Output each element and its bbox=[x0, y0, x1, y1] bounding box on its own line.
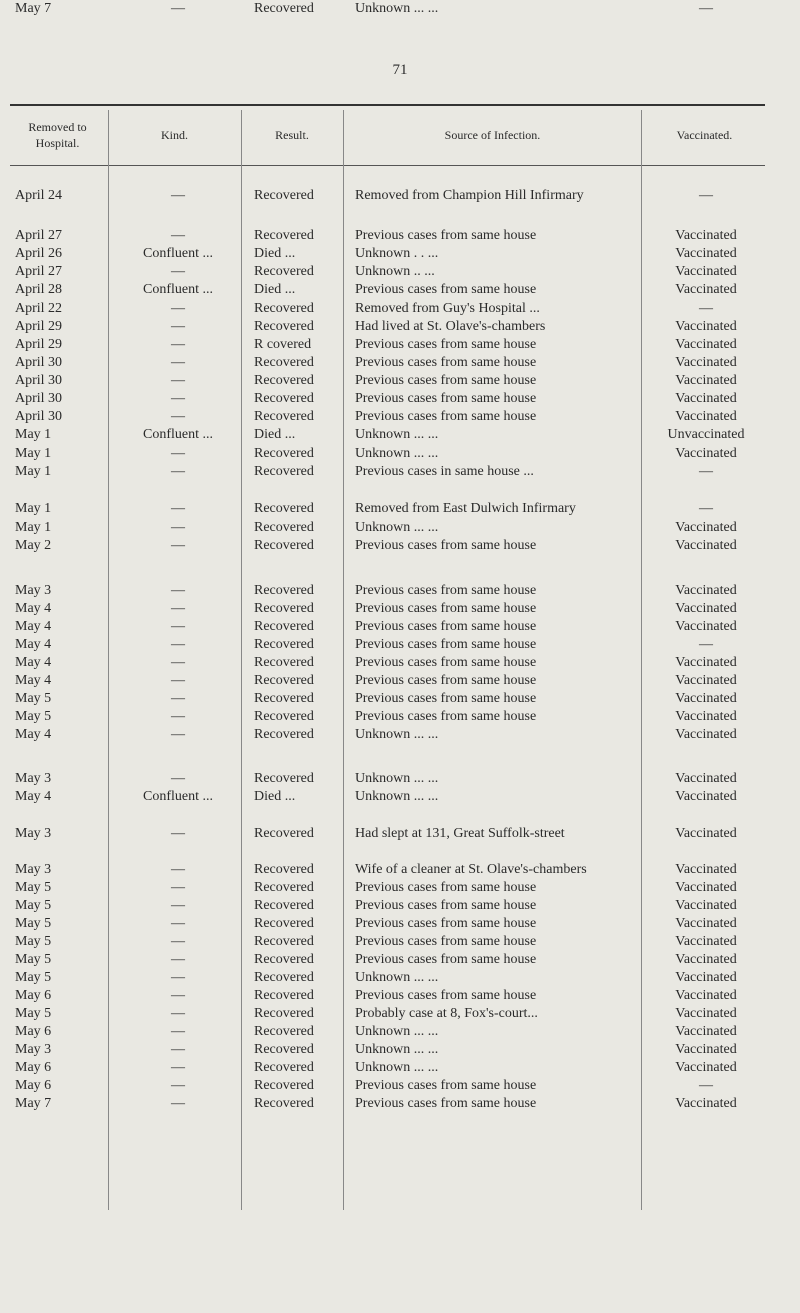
cell-result: Died ... bbox=[254, 246, 296, 261]
cell-source: Removed from Champion Hill Infirmary bbox=[355, 188, 584, 203]
cell-removed-date: May 4 bbox=[15, 619, 52, 634]
cell-removed-date: May 6 bbox=[15, 988, 52, 1003]
cell-removed-date: May 7 bbox=[15, 1, 52, 16]
cell-result: Recovered bbox=[254, 619, 314, 634]
cell-vaccinated: Vaccinated bbox=[675, 264, 737, 279]
cell-source: Removed from East Dulwich Infirmary bbox=[355, 501, 576, 516]
cell-removed-date: May 6 bbox=[15, 1060, 52, 1075]
cell-result: Recovered bbox=[254, 880, 314, 895]
table-row bbox=[0, 0, 800, 17]
table-row bbox=[0, 445, 800, 462]
cell-result: Recovered bbox=[254, 673, 314, 688]
cell-result: Recovered bbox=[254, 373, 314, 388]
cell-vaccinated: Vaccinated bbox=[675, 583, 737, 598]
cell-vaccinated: Vaccinated bbox=[675, 898, 737, 913]
cell-removed-date: May 1 bbox=[15, 520, 52, 535]
cell-removed-date: May 5 bbox=[15, 691, 52, 706]
cell-kind: — bbox=[171, 826, 185, 841]
table-row bbox=[0, 690, 800, 707]
table-row bbox=[0, 672, 800, 689]
cell-removed-date: April 30 bbox=[15, 391, 63, 406]
cell-kind: — bbox=[171, 355, 185, 370]
cell-vaccinated: Vaccinated bbox=[675, 970, 737, 985]
cell-source: Previous cases from same house bbox=[355, 952, 537, 967]
cell-vaccinated: Vaccinated bbox=[675, 373, 737, 388]
table-top-rule bbox=[10, 104, 765, 106]
cell-result: Recovered bbox=[254, 655, 314, 670]
cell-kind: — bbox=[171, 916, 185, 931]
cell-kind: — bbox=[171, 391, 185, 406]
table-row bbox=[0, 245, 800, 262]
cell-kind: — bbox=[171, 501, 185, 516]
cell-vaccinated: Vaccinated bbox=[675, 655, 737, 670]
cell-source: Unknown ... ... bbox=[355, 520, 439, 535]
cell-vaccinated: Vaccinated bbox=[675, 691, 737, 706]
table-row bbox=[0, 726, 800, 743]
cell-source: Had lived at St. Olave's-chambers bbox=[355, 319, 546, 334]
cell-removed-date: April 28 bbox=[15, 282, 63, 297]
cell-removed-date: April 29 bbox=[15, 337, 63, 352]
header-rule bbox=[10, 165, 765, 166]
cell-vaccinated: — bbox=[699, 637, 713, 652]
table-row bbox=[0, 408, 800, 425]
cell-removed-date: May 1 bbox=[15, 501, 52, 516]
cell-result: Recovered bbox=[254, 988, 314, 1003]
header-source: Source of Infection. bbox=[444, 128, 541, 143]
cell-kind: — bbox=[171, 637, 185, 652]
cell-kind: Confluent ... bbox=[143, 246, 213, 261]
cell-kind: — bbox=[171, 655, 185, 670]
cell-result: Recovered bbox=[254, 916, 314, 931]
header-removed: Removed to Hospital. bbox=[28, 120, 87, 150]
cell-source: Unknown ... ... bbox=[355, 771, 439, 786]
cell-result: Recovered bbox=[254, 228, 314, 243]
cell-removed-date: May 4 bbox=[15, 655, 52, 670]
cell-result: Recovered bbox=[254, 501, 314, 516]
cell-source: Previous cases from same house bbox=[355, 655, 537, 670]
cell-result: Recovered bbox=[254, 319, 314, 334]
cell-result: Recovered bbox=[254, 691, 314, 706]
cell-kind: — bbox=[171, 601, 185, 616]
cell-vaccinated: — bbox=[699, 188, 713, 203]
cell-source: Previous cases from same house bbox=[355, 1078, 537, 1093]
table-row bbox=[0, 354, 800, 371]
cell-source: Previous cases from same house bbox=[355, 898, 537, 913]
cell-removed-date: May 5 bbox=[15, 934, 52, 949]
cell-kind: — bbox=[171, 988, 185, 1003]
cell-kind: — bbox=[171, 583, 185, 598]
cell-kind: — bbox=[171, 862, 185, 877]
cell-vaccinated: Vaccinated bbox=[675, 1006, 737, 1021]
cell-removed-date: May 2 bbox=[15, 538, 52, 553]
cell-kind: — bbox=[171, 373, 185, 388]
cell-result: Recovered bbox=[254, 727, 314, 742]
cell-vaccinated: — bbox=[699, 1078, 713, 1093]
cell-result: Recovered bbox=[254, 637, 314, 652]
cell-vaccinated: Vaccinated bbox=[675, 1060, 737, 1075]
cell-kind: — bbox=[171, 188, 185, 203]
table-row bbox=[0, 788, 800, 805]
cell-kind: — bbox=[171, 673, 185, 688]
cell-removed-date: April 27 bbox=[15, 264, 63, 279]
cell-source: Had slept at 131, Great Suffolk-street bbox=[355, 826, 565, 841]
cell-source: Previous cases from same house bbox=[355, 337, 537, 352]
cell-source: Previous cases from same house bbox=[355, 601, 537, 616]
cell-vaccinated: Vaccinated bbox=[675, 520, 737, 535]
cell-vaccinated: Vaccinated bbox=[675, 601, 737, 616]
cell-removed-date: April 30 bbox=[15, 373, 63, 388]
cell-result: Recovered bbox=[254, 520, 314, 535]
cell-source: Unknown .. ... bbox=[355, 264, 435, 279]
cell-result: R covered bbox=[254, 337, 312, 352]
table-row bbox=[0, 281, 800, 298]
cell-removed-date: April 27 bbox=[15, 228, 63, 243]
cell-kind: — bbox=[171, 464, 185, 479]
cell-vaccinated: Vaccinated bbox=[675, 1024, 737, 1039]
cell-removed-date: May 7 bbox=[15, 1096, 52, 1111]
cell-kind: — bbox=[171, 709, 185, 724]
cell-vaccinated: Vaccinated bbox=[675, 282, 737, 297]
cell-removed-date: May 6 bbox=[15, 1024, 52, 1039]
table-row bbox=[0, 915, 800, 932]
cell-removed-date: April 24 bbox=[15, 188, 63, 203]
cell-source: Previous cases from same house bbox=[355, 880, 537, 895]
cell-vaccinated: — bbox=[699, 501, 713, 516]
cell-source: Unknown ... ... bbox=[355, 427, 439, 442]
table-row bbox=[0, 426, 800, 443]
cell-vaccinated: Vaccinated bbox=[675, 391, 737, 406]
table-row bbox=[0, 1059, 800, 1076]
cell-result: Recovered bbox=[254, 862, 314, 877]
table-row bbox=[0, 708, 800, 725]
cell-vaccinated: Vaccinated bbox=[675, 709, 737, 724]
cell-source: Unknown ... ... bbox=[355, 446, 439, 461]
cell-vaccinated: Vaccinated bbox=[675, 826, 737, 841]
cell-source: Previous cases from same house bbox=[355, 583, 537, 598]
cell-removed-date: May 3 bbox=[15, 826, 52, 841]
cell-removed-date: May 4 bbox=[15, 673, 52, 688]
cell-source: Previous cases from same house bbox=[355, 916, 537, 931]
header-vaccinated: Vaccinated. bbox=[676, 128, 733, 143]
cell-source: Unknown . . ... bbox=[355, 246, 439, 261]
cell-kind: — bbox=[171, 970, 185, 985]
cell-vaccinated: Unvaccinated bbox=[667, 427, 745, 442]
cell-removed-date: May 5 bbox=[15, 1006, 52, 1021]
table-row bbox=[0, 263, 800, 280]
cell-kind: — bbox=[171, 319, 185, 334]
cell-vaccinated: Vaccinated bbox=[675, 789, 737, 804]
cell-kind: — bbox=[171, 337, 185, 352]
cell-kind: — bbox=[171, 898, 185, 913]
cell-removed-date: May 5 bbox=[15, 898, 52, 913]
page-number: 71 bbox=[392, 62, 408, 78]
cell-source: Unknown ... ... bbox=[355, 727, 439, 742]
cell-kind: — bbox=[171, 264, 185, 279]
cell-source: Previous cases from same house bbox=[355, 988, 537, 1003]
cell-result: Recovered bbox=[254, 446, 314, 461]
cell-kind: — bbox=[171, 446, 185, 461]
cell-vaccinated: Vaccinated bbox=[675, 337, 737, 352]
cell-vaccinated: Vaccinated bbox=[675, 355, 737, 370]
cell-kind: — bbox=[171, 1024, 185, 1039]
cell-result: Recovered bbox=[254, 1078, 314, 1093]
cell-result: Recovered bbox=[254, 583, 314, 598]
cell-removed-date: May 3 bbox=[15, 583, 52, 598]
cell-source: Previous cases from same house bbox=[355, 1096, 537, 1111]
cell-vaccinated: Vaccinated bbox=[675, 409, 737, 424]
cell-kind: — bbox=[171, 301, 185, 316]
header-result: Result. bbox=[275, 128, 309, 143]
cell-kind: — bbox=[171, 1078, 185, 1093]
cell-kind: — bbox=[171, 1096, 185, 1111]
cell-result: Recovered bbox=[254, 264, 314, 279]
cell-result: Died ... bbox=[254, 427, 296, 442]
cell-source: Unknown ... ... bbox=[355, 1060, 439, 1075]
table-row bbox=[0, 897, 800, 914]
table-row bbox=[0, 987, 800, 1004]
cell-result: Recovered bbox=[254, 409, 314, 424]
cell-kind: — bbox=[171, 1060, 185, 1075]
table-row bbox=[0, 463, 800, 480]
cell-vaccinated: Vaccinated bbox=[675, 619, 737, 634]
cell-removed-date: May 4 bbox=[15, 637, 52, 652]
table-row bbox=[0, 654, 800, 671]
cell-removed-date: April 30 bbox=[15, 355, 63, 370]
cell-removed-date: May 4 bbox=[15, 789, 52, 804]
cell-result: Recovered bbox=[254, 601, 314, 616]
cell-removed-date: April 26 bbox=[15, 246, 63, 261]
table-row bbox=[0, 187, 800, 223]
cell-kind: — bbox=[171, 1042, 185, 1057]
table-row bbox=[0, 372, 800, 389]
cell-source: Probably case at 8, Fox's-court... bbox=[355, 1006, 538, 1021]
cell-vaccinated: Vaccinated bbox=[675, 1096, 737, 1111]
cell-removed-date: May 4 bbox=[15, 601, 52, 616]
cell-result: Recovered bbox=[254, 952, 314, 967]
cell-result: Recovered bbox=[254, 1096, 314, 1111]
cell-result: Recovered bbox=[254, 538, 314, 553]
table-row bbox=[0, 390, 800, 407]
cell-result: Recovered bbox=[254, 970, 314, 985]
cell-source: Unknown ... ... bbox=[355, 970, 439, 985]
table-row bbox=[0, 618, 800, 635]
cell-kind: — bbox=[171, 691, 185, 706]
cell-source: Unknown ... ... bbox=[355, 1024, 439, 1039]
cell-result: Recovered bbox=[254, 826, 314, 841]
cell-kind: — bbox=[171, 934, 185, 949]
table-row bbox=[0, 1041, 800, 1058]
cell-source: Previous cases from same house bbox=[355, 673, 537, 688]
cell-source: Previous cases from same house bbox=[355, 538, 537, 553]
cell-vaccinated: Vaccinated bbox=[675, 771, 737, 786]
cell-kind: — bbox=[171, 409, 185, 424]
cell-kind: Confluent ... bbox=[143, 789, 213, 804]
cell-kind: Confluent ... bbox=[143, 427, 213, 442]
cell-source: Previous cases from same house bbox=[355, 709, 537, 724]
cell-removed-date: May 5 bbox=[15, 916, 52, 931]
cell-vaccinated: Vaccinated bbox=[675, 538, 737, 553]
cell-removed-date: May 5 bbox=[15, 952, 52, 967]
cell-source: Previous cases from same house bbox=[355, 934, 537, 949]
cell-kind: — bbox=[171, 952, 185, 967]
cell-source: Wife of a cleaner at St. Olave's-chambers bbox=[355, 862, 587, 877]
cell-source: Previous cases from same house bbox=[355, 282, 537, 297]
cell-vaccinated: Vaccinated bbox=[675, 934, 737, 949]
cell-result: Recovered bbox=[254, 1006, 314, 1021]
cell-vaccinated: Vaccinated bbox=[675, 228, 737, 243]
cell-result: Recovered bbox=[254, 301, 314, 316]
cell-vaccinated: Vaccinated bbox=[675, 246, 737, 261]
cell-kind: — bbox=[171, 228, 185, 243]
header-kind: Kind. bbox=[161, 128, 188, 143]
cell-kind: — bbox=[171, 619, 185, 634]
cell-result: Recovered bbox=[254, 1024, 314, 1039]
cell-kind: — bbox=[171, 520, 185, 535]
cell-source: Previous cases in same house ... bbox=[355, 464, 534, 479]
cell-vaccinated: Vaccinated bbox=[675, 916, 737, 931]
cell-kind: — bbox=[171, 1006, 185, 1021]
cell-removed-date: May 5 bbox=[15, 970, 52, 985]
cell-result: Recovered bbox=[254, 771, 314, 786]
cell-source: Previous cases from same house bbox=[355, 373, 537, 388]
table-row bbox=[0, 300, 800, 317]
cell-vaccinated: Vaccinated bbox=[675, 319, 737, 334]
cell-source: Removed from Guy's Hospital ... bbox=[355, 301, 540, 316]
cell-source: Unknown ... ... bbox=[355, 789, 439, 804]
cell-removed-date: May 5 bbox=[15, 709, 52, 724]
cell-removed-date: May 3 bbox=[15, 862, 52, 877]
table-row bbox=[0, 519, 800, 536]
cell-result: Died ... bbox=[254, 789, 296, 804]
cell-vaccinated: — bbox=[699, 301, 713, 316]
cell-result: Recovered bbox=[254, 898, 314, 913]
cell-result: Recovered bbox=[254, 709, 314, 724]
cell-result: Recovered bbox=[254, 1042, 314, 1057]
cell-removed-date: May 1 bbox=[15, 446, 52, 461]
cell-source: Previous cases from same house bbox=[355, 228, 537, 243]
cell-vaccinated: Vaccinated bbox=[675, 862, 737, 877]
cell-vaccinated: Vaccinated bbox=[675, 727, 737, 742]
cell-kind: — bbox=[171, 880, 185, 895]
table-row bbox=[0, 825, 800, 861]
cell-source: Previous cases from same house bbox=[355, 691, 537, 706]
cell-result: Recovered bbox=[254, 355, 314, 370]
cell-kind: — bbox=[171, 1, 185, 16]
table-row bbox=[0, 582, 800, 599]
table-row bbox=[0, 1023, 800, 1040]
table-row bbox=[0, 600, 800, 617]
cell-kind: — bbox=[171, 771, 185, 786]
cell-kind: — bbox=[171, 727, 185, 742]
table-row bbox=[0, 969, 800, 986]
cell-result: Recovered bbox=[254, 1060, 314, 1075]
cell-source: Unknown ... ... bbox=[355, 1042, 439, 1057]
cell-source: Previous cases from same house bbox=[355, 391, 537, 406]
cell-kind: — bbox=[171, 538, 185, 553]
table-row bbox=[0, 1077, 800, 1094]
table-row bbox=[0, 770, 800, 787]
cell-result: Recovered bbox=[254, 188, 314, 203]
cell-vaccinated: — bbox=[699, 1, 713, 16]
table-row bbox=[0, 537, 800, 554]
table-row bbox=[0, 636, 800, 653]
cell-kind: Confluent ... bbox=[143, 282, 213, 297]
cell-vaccinated: Vaccinated bbox=[675, 446, 737, 461]
cell-vaccinated: Vaccinated bbox=[675, 952, 737, 967]
table-row bbox=[0, 1095, 800, 1112]
cell-removed-date: May 1 bbox=[15, 464, 52, 479]
cell-source: Previous cases from same house bbox=[355, 637, 537, 652]
cell-removed-date: May 1 bbox=[15, 427, 52, 442]
cell-vaccinated: Vaccinated bbox=[675, 1042, 737, 1057]
cell-removed-date: May 5 bbox=[15, 880, 52, 895]
cell-vaccinated: Vaccinated bbox=[675, 880, 737, 895]
cell-removed-date: May 3 bbox=[15, 771, 52, 786]
cell-removed-date: May 6 bbox=[15, 1078, 52, 1093]
cell-removed-date: May 3 bbox=[15, 1042, 52, 1057]
cell-vaccinated: — bbox=[699, 464, 713, 479]
cell-result: Recovered bbox=[254, 934, 314, 949]
cell-removed-date: May 4 bbox=[15, 727, 52, 742]
table-row bbox=[0, 318, 800, 335]
cell-source: Previous cases from same house bbox=[355, 355, 537, 370]
table-row bbox=[0, 227, 800, 244]
cell-source: Unknown ... ... bbox=[355, 1, 439, 16]
cell-result: Recovered bbox=[254, 391, 314, 406]
cell-source: Previous cases from same house bbox=[355, 409, 537, 424]
cell-source: Previous cases from same house bbox=[355, 619, 537, 634]
cell-result: Recovered bbox=[254, 1, 314, 16]
cell-removed-date: April 30 bbox=[15, 409, 63, 424]
cell-vaccinated: Vaccinated bbox=[675, 988, 737, 1003]
cell-removed-date: April 29 bbox=[15, 319, 63, 334]
cell-result: Recovered bbox=[254, 464, 314, 479]
table-row bbox=[0, 879, 800, 896]
cell-vaccinated: Vaccinated bbox=[675, 673, 737, 688]
table-row bbox=[0, 951, 800, 968]
table-row bbox=[0, 933, 800, 950]
table-row bbox=[0, 336, 800, 353]
cell-result: Died ... bbox=[254, 282, 296, 297]
table-row bbox=[0, 1005, 800, 1022]
cell-removed-date: April 22 bbox=[15, 301, 63, 316]
